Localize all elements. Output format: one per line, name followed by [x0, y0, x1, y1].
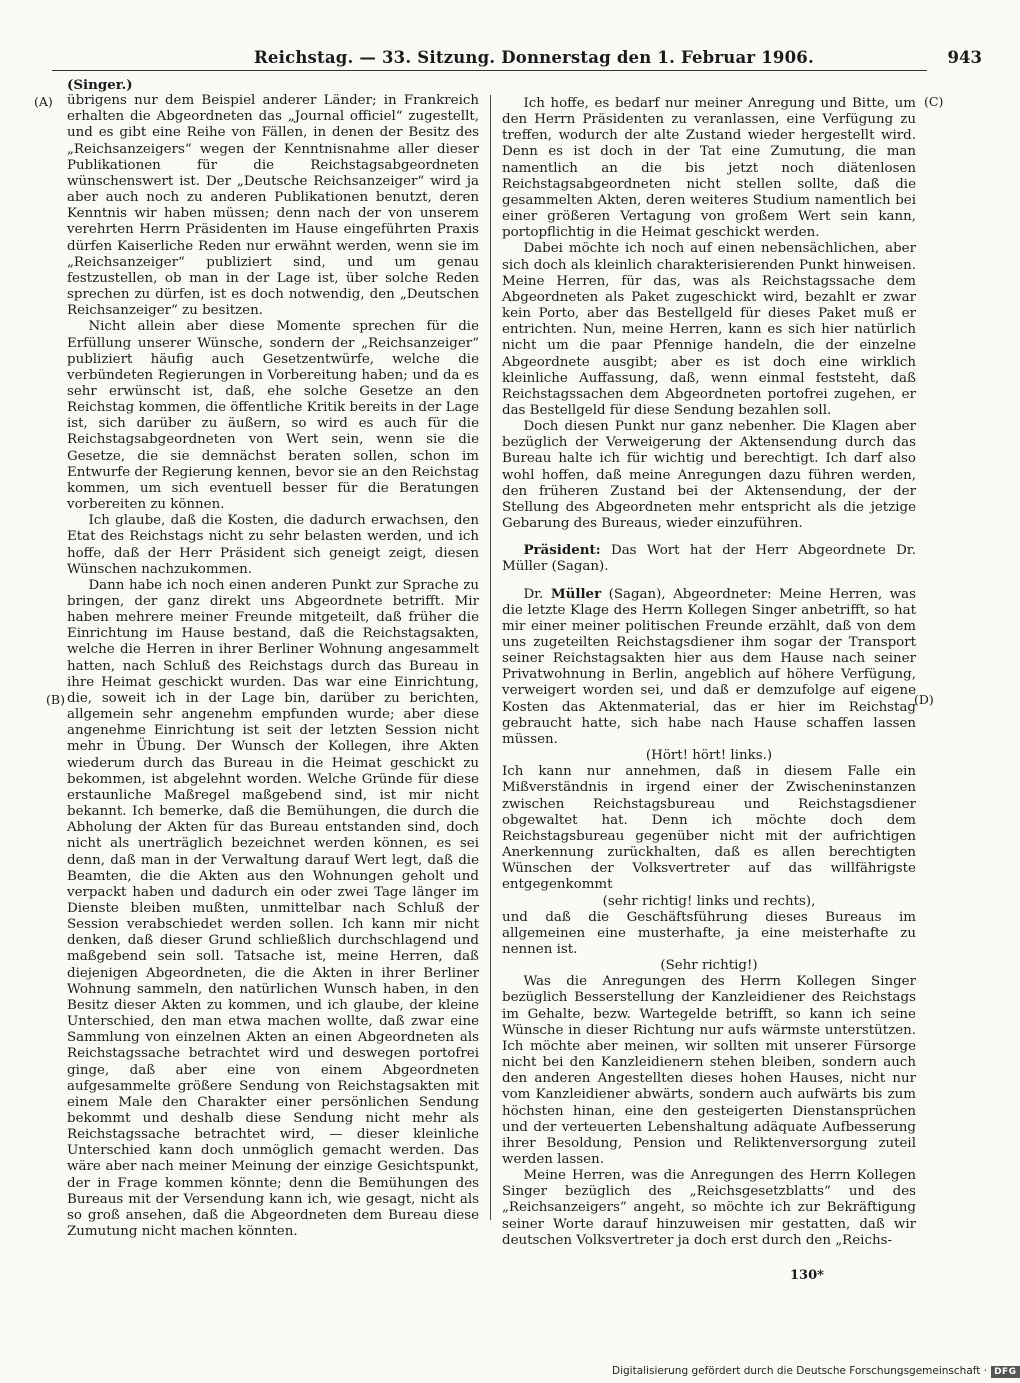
running-title: Reichstag. — 33. Sitzung. Donnerstag den 1. Februar 1906. — [254, 48, 814, 67]
interjection: (Sehr richtig!) — [660, 958, 758, 974]
margin-marker-a: (A) — [34, 94, 53, 109]
paragraph: übrigens nur dem Beispiel anderer Länder; in Frankreich erhalten die Abgeordneten das „Journal officiel“ zugestellt, und es gibt eine Reihe von Fällen, in denen der Besitz des „Reichsanzeigers“ wegen der Kenntnisnahme aller dieser Publikationen für die Reichstagsabgeordneten wünschenswert ist. Der „Deutsche Reichsanzeiger“ wird ja aber auch noch zu anderen Publikationen benutzt, deren Kenntnis wir haben müssen; denn nach der von unserem verehrten Herrn Präsidenten im Hause eingeführten Praxis dürfen Kaiserliche Reden nur erwähnt werden, wenn sie im „Reichsanzeiger“ publiziert sind, und um genau festzustellen, ob man in der Lage ist, über solche Reden sprechen zu dürfen, ist es doch notwendig, den „Deutschen Reichsanzeiger“ zu besitzen. — [67, 93, 479, 319]
paragraph: Nicht allein aber diese Momente sprechen für die Erfüllung unserer Wünsche, sondern der „Reichsanzeiger“ publiziert häufig auch Gesetzentwürfe, welche die verbündeten Regierungen in Vorbereitung haben; und da es sehr erwünscht ist, daß, ehe solche Gesetze an den Reichstag kommen, die öffentliche Kritik bereits in der Lage ist, sich darüber zu äußern, so wird es auch für die Reichstagsabgeordneten von Wert sein, wenn sie die Gesetze, die sie demnächst beraten sollen, schon im Entwurfe der Regierung kennen, bevor sie an den Reichstag kommen, um sich eventuell besser für die Beratungen vorbereiten zu können. — [67, 319, 479, 513]
footer-credit — [612, 1365, 1020, 1378]
interjection: (sehr richtig! links und rechts), — [602, 893, 816, 909]
president-text: Das Wort hat der Herr Abgeordnete Dr. Müller (Sagan). — [502, 543, 916, 575]
paragraph: und daß die Geschäftsführung dieses Bureaus im allgemeinen eine musterhafte, ja eine meisterhafte zu nennen ist. — [502, 909, 916, 957]
paragraph: Dabei möchte ich noch auf einen nebensächlichen, aber sich doch als kleinlich charakterisierenden Punkt hinweisen. Meine Herren, für das, was als Reichstagssache dem Abgeordneten als Paket zugeschickt wird, bezahlt er zwar kein Porto, aber das Bestellgeld für dieses Paket muß er entrichten. Nun, meine Herren, kann es sich hier natürlich nicht um die paar Pfennige handeln, die der einzelne Abgeordnete ausgibt; aber es ist doch eine wirklich kleinliche Auffassung, daß, wenn einmal feststeht, daß Reichstagssachen dem Abgeordneten portofrei zugehen, er das Bestellgeld für diese Sendung bezahlen soll. — [502, 241, 916, 418]
paragraph: Ich kann nur annehmen, daß in diesem Falle ein Mißverständnis in irgend einer der Zwischeninstanzen zwischen Reichstagsbureau und Reichstagsdiener obgewaltet hat. Denn ich möchte doch dem Reichstagsbureau gegenüber nicht mit der aufrichtigen Anerkennung zurückhalten, daß es allen berechtigten Wünschen der Volksvertreter auf das willfährigste entgegenkommt — [502, 764, 916, 893]
dfg-logo: DFG — [991, 1366, 1020, 1378]
mueller-text: (Sagan), Abgeordneter: Meine Herren, was die letzte Klage des Herrn Kollegen Singer anbetrifft, so hat mir einer meiner politischen Freunde erzählt, daß von dem uns zugeteilten Reichstagsdiener ihm sogar der Transport seiner Reichstagsakten hier aus dem Hause nach seiner Privatwohnung in Berlin, angeblich auf höhere Verfügung, verweigert worden sei, und daß er demzufolge auf eigene Kosten das Aktenmaterial, das er hier im Reichstag gebraucht hatte, sich habe nach Hause schaffen lassen müssen. — [502, 586, 917, 747]
paragraph: Ich hoffe, es bedarf nur meiner Anregung und Bitte, um den Herrn Präsidenten zu veranlassen, eine Verfügung zu treffen, wodurch der alte Zustand wieder hergestellt wird. Denn es ist doch in der Tat eine Zumutung, die man namentlich an die bis jetzt noch diätenlosen Reichstagsabgeordneten nicht stellen sollte, daß die gesammelten Akten, deren weiteres Studium namentlich bei einer größeren Vertagung von großem Wert sein kann, portopflichtig in die Heimat geschickt werden. — [502, 96, 916, 241]
interjection: (Hört! hört! links.) — [645, 748, 773, 764]
margin-marker-b: (B) — [46, 692, 65, 707]
footer-text: Digitalisierung gefördert durch die Deutsche Forschungsgemeinschaft · — [612, 1365, 988, 1377]
mueller-speech-opening — [502, 586, 916, 749]
president-label: Präsident: — [523, 542, 601, 559]
paragraph: Dann habe ich noch einen anderen Punkt zur Sprache zu bringen, der ganz direkt uns Abgeordnete betrifft. Mir haben mehrere meiner Freunde mitgeteilt, daß früher die Einrichtung im Hause bestand, daß die Reichstagsakten, welche die Herren in ihrer Berliner Wohnung angesammelt hatten, nach Schluß des Reichstags durch das Bureau in ihre Heimat geschickt wurden. Das war eine Einrichtung, die, soweit ich in der Lage bin, darüber zu berichten, allgemein sehr angenehm empfunden wurde; aber diese angenehme Einrichtung ist seit der letzten Session nicht mehr in Übung. Der Wunsch der Kollegen, ihre Akten wiederum durch das Bureau in die Heimat geschickt zu bekommen, ist abgelehnt worden. Welche Gründe für diese erstaunliche Maßregel maßgebend sind, ist mir nicht bekannt. Ich bemerke, daß die Bemühungen, die durch die Abholung der Akten für das Bureau entstanden sind, doch nicht als unerträglich bezeichnet werden können, es sei denn, daß man in der Verwaltung darauf Wert legt, daß die Beamten, die die Akten aus den Wohnungen geholt und verpackt haben und dadurch ein oder zwei Tage länger im Dienste bleiben mußten, unmittelbar nach Schluß der Session verabschiedet werden sollen. Ich kann mir nicht denken, daß dieser Grund schließlich durchschlagend und maßgebend sein soll. Tatsache ist, meine Herren, daß diejenigen Abgeordneten, die die Akten in ihrer Berliner Wohnung sammeln, den natürlichen Wunsch haben, in den Besitz dieser Akten zu kommen, und ich glaube, der kleine Unterschied, den man etwa machen wollte, daß zwar eine Sammlung von einzelnen Akten an einen Abgeordneten als Reichstagssache betrachtet wird und deswegen portofrei ginge, daß aber eine von einem Abgeordneten aufgesammelte größere Sendung von Reichstagsakten mit einem Male den Charakter einer persönlichen Sendung bekommt und deshalb diese Sendung nicht mehr als Reichstagssache betrachtet wird, — dieser kleinliche Unterschied kann doch unmöglich gemacht werden. Das wäre aber nach meiner Meinung der einzige Gesichtspunkt, der in Frage kommen könnte; denn die Bemühungen des Bureaus mit der Versendung kann ich, wie gesagt, nicht als so groß ansehen, daß die Abgeordneten dem Bureau diese Zumutung nicht machen könnten. — [67, 577, 479, 1240]
right-column — [502, 96, 916, 1249]
signature-mark: 130* — [790, 1268, 824, 1283]
mueller-name: Müller — [550, 585, 602, 602]
paragraph: Doch diesen Punkt nur ganz nebenher. Die Klagen aber bezüglich der Verweigerung der Aktensendung durch das Bureau halte ich für wichtig und berechtigt. Ich darf also wohl hoffen, daß meine Anregungen dazu führen werden, den früheren Zustand bei der Aktensendung, der der Stellung des Abgeordneten mehr entspricht als die jetzige Gebarung des Bureaus, wieder einzuführen. — [502, 419, 916, 532]
paragraph: Meine Herren, was die Anregungen des Herrn Kollegen Singer bezüglich des „Reichsgesetzblatts“ und des „Reichsanzeigers“ angeht, so möchte ich zur Bekräftigung seiner Worte darauf hinzuweisen mir gestatten, daß wir deutschen Volksvertreter ja doch erst durch den „Reichs- — [502, 1168, 916, 1248]
margin-marker-d: (D) — [914, 692, 934, 707]
speaker-tag: (Singer.) — [67, 77, 133, 93]
mueller-title: Dr. — [523, 586, 544, 602]
margin-marker-c: (C) — [924, 94, 944, 109]
column-divider — [490, 95, 491, 1220]
header-rule — [52, 70, 927, 71]
left-column — [67, 77, 479, 1240]
paragraph: Ich glaube, daß die Kosten, die dadurch erwachsen, den Etat des Reichstags nicht zu sehr belasten werden, und ich hoffe, daß der Herr Präsident sich geneigt zeigt, diesen Wünschen nachzukommen. — [67, 513, 479, 577]
paragraph: Was die Anregungen des Herrn Kollegen Singer bezüglich Besserstellung der Kanzleidiener des Reichstags im Gehalte, bezw. Wartegelde betrifft, so kann ich seine Wünsche in dieser Richtung nur aufs wärmste unterstützen. Ich möchte aber meinen, wir sollten mit unserer Fürsorge nicht bei den Kanzleidienern stehen bleiben, sondern auch den anderen Angestellten dieses hohen Hauses, nicht nur vom Kanzleidiener abwärts, sondern auch aufwärts bis zum höchsten hinan, eine den gesteigerten Dienstansprüchen und der verteuerten Lebenshaltung adäquate Aufbesserung ihrer Besoldung, Pension und Reliktenversorgung zuteil werden lassen. — [502, 974, 916, 1167]
page-number: 943 — [947, 48, 982, 67]
president-remark — [502, 542, 916, 575]
